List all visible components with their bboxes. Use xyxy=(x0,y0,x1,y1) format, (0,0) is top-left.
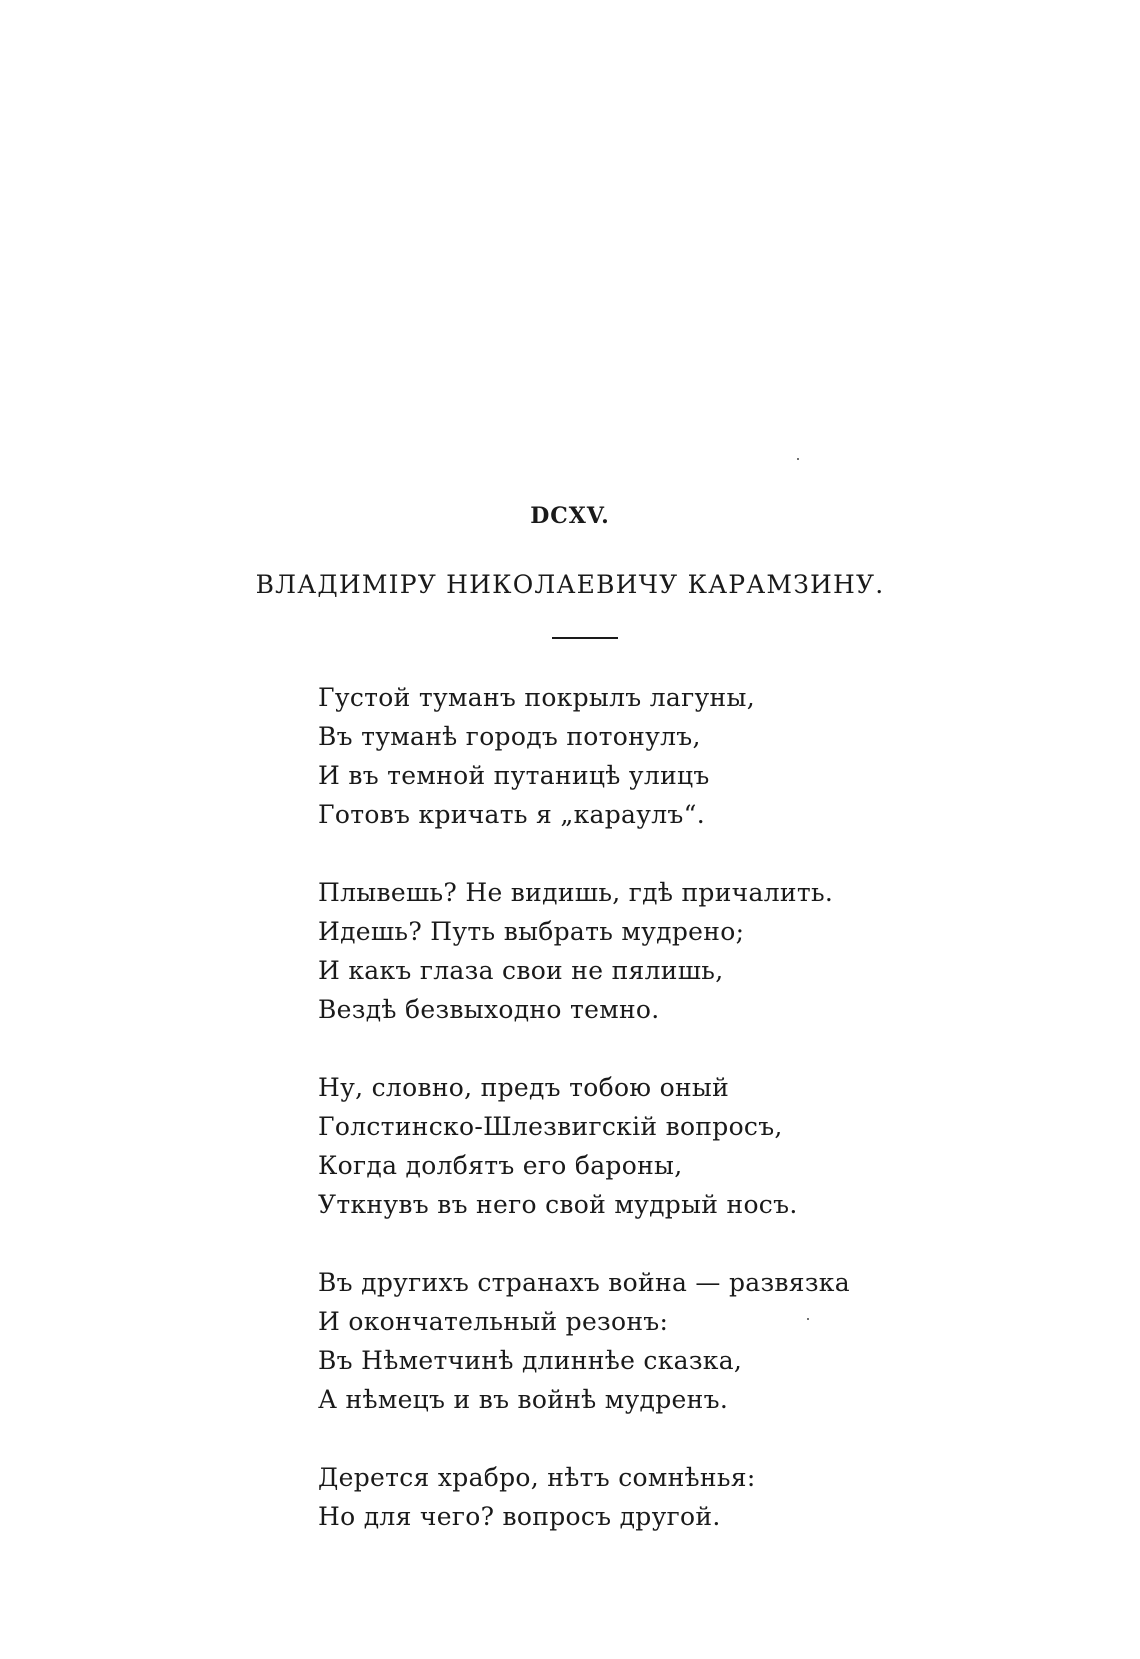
stanza xyxy=(318,1458,1098,1536)
poem-line: Въ Нѣметчинѣ длиннѣе сказка, xyxy=(318,1346,743,1375)
poem-line: Вездѣ безвыходно темно. xyxy=(318,995,660,1024)
stanza xyxy=(318,873,1098,1029)
print-speck xyxy=(797,458,799,460)
poem-line: Идешь? Путь выбрать мудрено; xyxy=(318,917,745,946)
poem-line: Въ туманѣ городъ потонулъ, xyxy=(318,722,701,751)
poem-line: Но для чего? вопросъ другой. xyxy=(318,1502,721,1531)
poem-title: ВЛАДИМІРУ НИКОЛАЕВИЧУ КАРАМЗИНУ. xyxy=(255,570,885,599)
poem-line: И въ темной путаницѣ улицъ xyxy=(318,761,710,790)
poem-line: Когда долбятъ его бароны, xyxy=(318,1151,683,1180)
poem-line: Дерется храбро, нѣтъ сомнѣнья: xyxy=(318,1463,756,1492)
poem-body xyxy=(318,678,1098,1575)
stanza xyxy=(318,678,1098,834)
poem-number: DCXV. xyxy=(530,503,610,529)
poem-line: И какъ глаза свои не пялишь, xyxy=(318,956,724,985)
stanza xyxy=(318,1068,1098,1224)
poem-line: Въ другихъ странахъ война — развязка xyxy=(318,1268,850,1297)
poem-line: Плывешь? Не видишь, гдѣ причалить. xyxy=(318,878,834,907)
poem-line: Готовъ кричать я „караулъ“. xyxy=(318,800,705,829)
poem-line: А нѣмецъ и въ войнѣ мудренъ. xyxy=(318,1385,729,1414)
poem-line: Голстинско-Шлезвигскій вопросъ, xyxy=(318,1112,783,1141)
poem-line: Ну, словно, предъ тобою оный xyxy=(318,1073,730,1102)
poem-line: Уткнувъ въ него свой мудрый носъ. xyxy=(318,1190,798,1219)
title-divider xyxy=(552,637,618,639)
poem-line: И окончательный резонъ: xyxy=(318,1307,669,1336)
stanza xyxy=(318,1263,1098,1419)
poem-line: Густой туманъ покрылъ лагуны, xyxy=(318,683,755,712)
